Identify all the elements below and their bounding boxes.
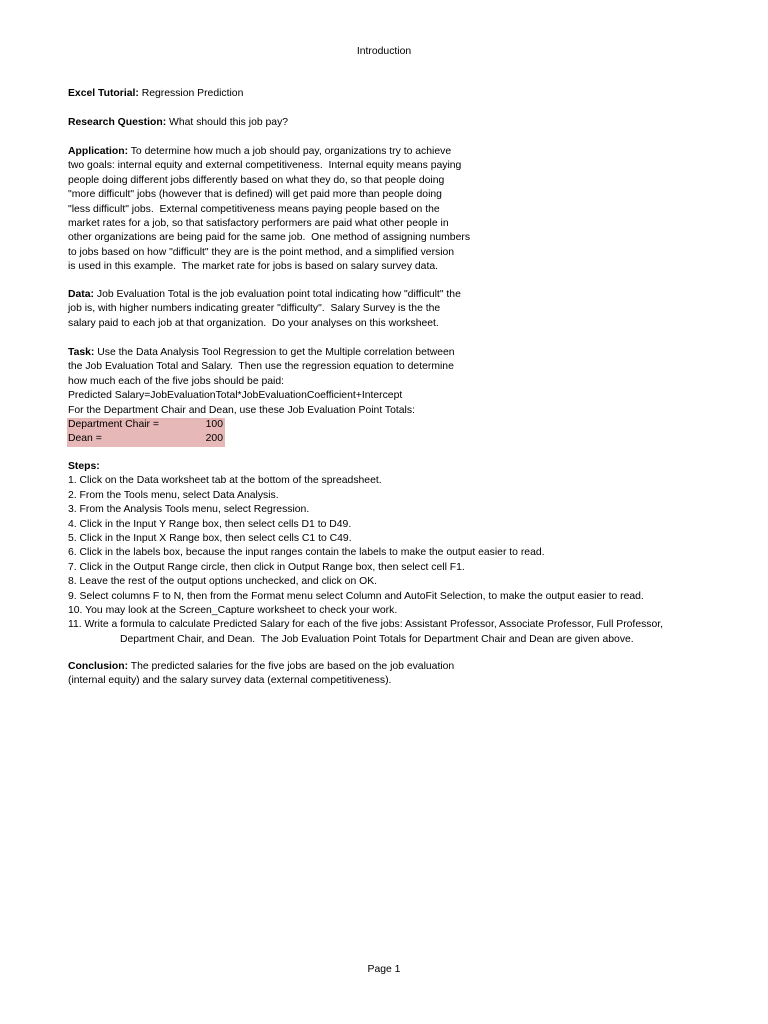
page-header: Introduction: [356, 46, 412, 57]
point-total-row: [67, 418, 225, 432]
point-total-label: Department Chair =: [68, 419, 159, 430]
research-text: What should this job pay?: [166, 117, 289, 128]
task-label: Task:: [68, 347, 95, 358]
data-paragraph: [68, 288, 728, 331]
research-question: [68, 116, 728, 130]
page-footer: Page 1: [367, 964, 401, 975]
research-label: Research Question:: [68, 117, 167, 128]
application-line: "less difficult" jobs. External competitiveness means paying people based on the: [68, 203, 440, 215]
application-paragraph: [68, 145, 728, 275]
application-line: market rates for a job, so that satisfactory performers are paid what other people in: [68, 217, 449, 229]
step-item: 6. Click in the labels box, because the input ranges contain the labels to make the output easier to read.: [68, 547, 545, 559]
step-item: 10. You may look at the Screen_Capture worksheet to check your work.: [68, 604, 398, 616]
step-item: 5. Click in the Input X Range box, then select cells C1 to C49.: [68, 532, 352, 544]
tutorial-text: Regression Prediction: [138, 88, 244, 99]
application-line: two goals: internal equity and external competitiveness. Internal equity means paying: [68, 160, 462, 172]
tutorial-label: Excel Tutorial:: [68, 88, 139, 99]
tutorial-line: [68, 87, 728, 101]
data-line: Job Evaluation Total is the job evaluation point total indicating how "difficult" the: [93, 289, 461, 300]
task-line: the Job Evaluation Total and Salary. Then use the regression equation to determine: [68, 361, 454, 373]
step-item: 4. Click in the Input Y Range box, then select cells D1 to D49.: [68, 518, 352, 530]
point-total-value: 100: [205, 419, 223, 430]
application-line: to jobs based on how "difficult" they are is the point method, and a simplified version: [68, 246, 455, 258]
step-item: 11. Write a formula to calculate Predicted Salary for each of the five jobs: Assistant Professor, Associate Professor, Full Professor,: [68, 619, 664, 631]
step-item: 1. Click on the Data worksheet tab at the bottom of the spreadsheet.: [68, 475, 382, 487]
step-item: 8. Leave the rest of the output options unchecked, and click on OK.: [68, 576, 378, 588]
task-line: Predicted Salary=JobEvaluationTotal*JobEvaluationCoefficient+Intercept: [68, 390, 403, 402]
point-total-value: 200: [205, 433, 223, 445]
point-total-row: [67, 432, 225, 446]
task-line: how much each of the five jobs should be paid:: [68, 375, 285, 387]
steps-label: Steps:: [68, 461, 100, 472]
task-line: For the Department Chair and Dean, use these Job Evaluation Point Totals:: [68, 404, 415, 416]
task-line: Use the Data Analysis Tool Regression to get the Multiple correlation between: [94, 347, 455, 358]
application-label: Application:: [68, 146, 129, 157]
step-item: 3. From the Analysis Tools menu, select Regression.: [68, 504, 310, 516]
data-line: job is, with higher numbers indicating greater "difficulty". Salary Survey is the the: [68, 303, 441, 315]
application-line: people doing different jobs differently based on what they do, so that people doing: [68, 174, 445, 186]
conclusion-line: The predicted salaries for the five jobs are based on the job evaluation: [128, 661, 455, 672]
conclusion-line: (internal equity) and the salary survey data (external competitiveness).: [68, 675, 392, 687]
step-continuation: Department Chair, and Dean. The Job Evaluation Point Totals for Department Chair and Dean are given above.: [120, 633, 634, 645]
point-total-label: Dean =: [68, 433, 102, 445]
step-item: 2. From the Tools menu, select Data Analysis.: [68, 489, 279, 501]
step-item: 9. Select columns F to N, then from the Format menu select Column and AutoFit Selection, to make the output easier to read.: [68, 590, 644, 602]
application-line: is used in this example. The market rate for jobs is based on salary survey data.: [68, 261, 439, 273]
point-totals-table: [67, 418, 225, 447]
application-line: To determine how much a job should pay, organizations try to achieve: [128, 146, 452, 157]
data-line: salary paid to each job at that organization. Do your analyses on this worksheet.: [68, 317, 439, 329]
task-paragraph: [68, 346, 728, 418]
conclusion-paragraph: [68, 660, 728, 689]
steps-list: [68, 460, 728, 647]
conclusion-label: Conclusion:: [68, 661, 129, 672]
data-label: Data:: [68, 289, 94, 300]
application-line: other organizations are being paid for the same job. One method of assigning numbers: [68, 232, 471, 244]
step-item: 7. Click in the Output Range circle, then click in Output Range box, then select cell F1.: [68, 561, 465, 573]
application-line: "more difficult" jobs (however that is defined) will get paid more than people doing: [68, 189, 442, 201]
